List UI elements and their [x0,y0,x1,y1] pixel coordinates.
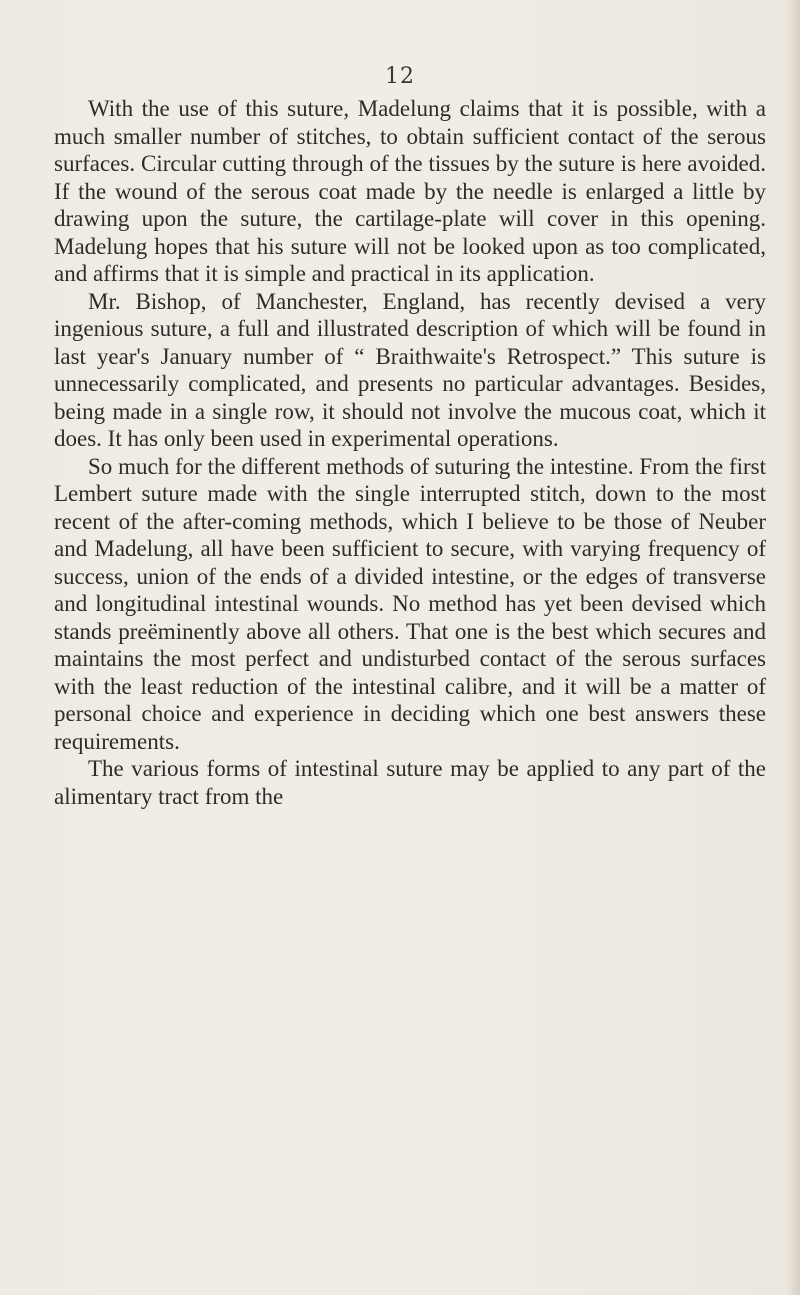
paragraph: With the use of this suture, Madelung claims that it is possible, with a much smaller number of stitches, to obtain sufficient contact of the serous surfaces. Circular cutting through of the tissues by the suture is here avoided. If the wound of the serous coat made by the needle is enlarged a little by drawing upon the suture, the cartilage-plate will cover in this opening. Madelung hopes that his suture will not be looked upon as too complicated, and affirms that it is simple and practical in its application. [54,96,766,286]
page-edge-shadow [786,0,800,1295]
page-number: 12 [385,64,415,89]
paragraph: Mr. Bishop, of Manchester, England, has recently devised a very ingenious suture, a full and illustrated description of which will be found in last year's January number of “ Braithwaite's Retrospect.” This suture is unnecessarily complicated, and presents no particular advantages. Besides, being made in a single row, it should not involve the mucous coat, which it does. It has only been used in experimental operations. [54,288,766,451]
paragraph: So much for the different methods of suturing the intestine. From the first Lembert suture made with the single interrupted stitch, down to the most recent of the after-coming methods, which I believe to be those of Neuber and Madelung, all have been sufficient to secure, with varying frequency of success, union of the ends of a divided intestine, or the edges of transverse and longitudinal intestinal wounds. No method has yet been devised which stands preëminently above all others. That one is the best which secures and maintains the most perfect and undisturbed contact of the serous surfaces with the least reduction of the intestinal calibre, and it will be a matter of personal choice and experience in deciding which one best answers these requirements. [54,453,766,754]
body-text [54,95,766,810]
paragraph: The various forms of intestinal suture may be applied to any part of the alimentary tract from the [54,756,766,809]
